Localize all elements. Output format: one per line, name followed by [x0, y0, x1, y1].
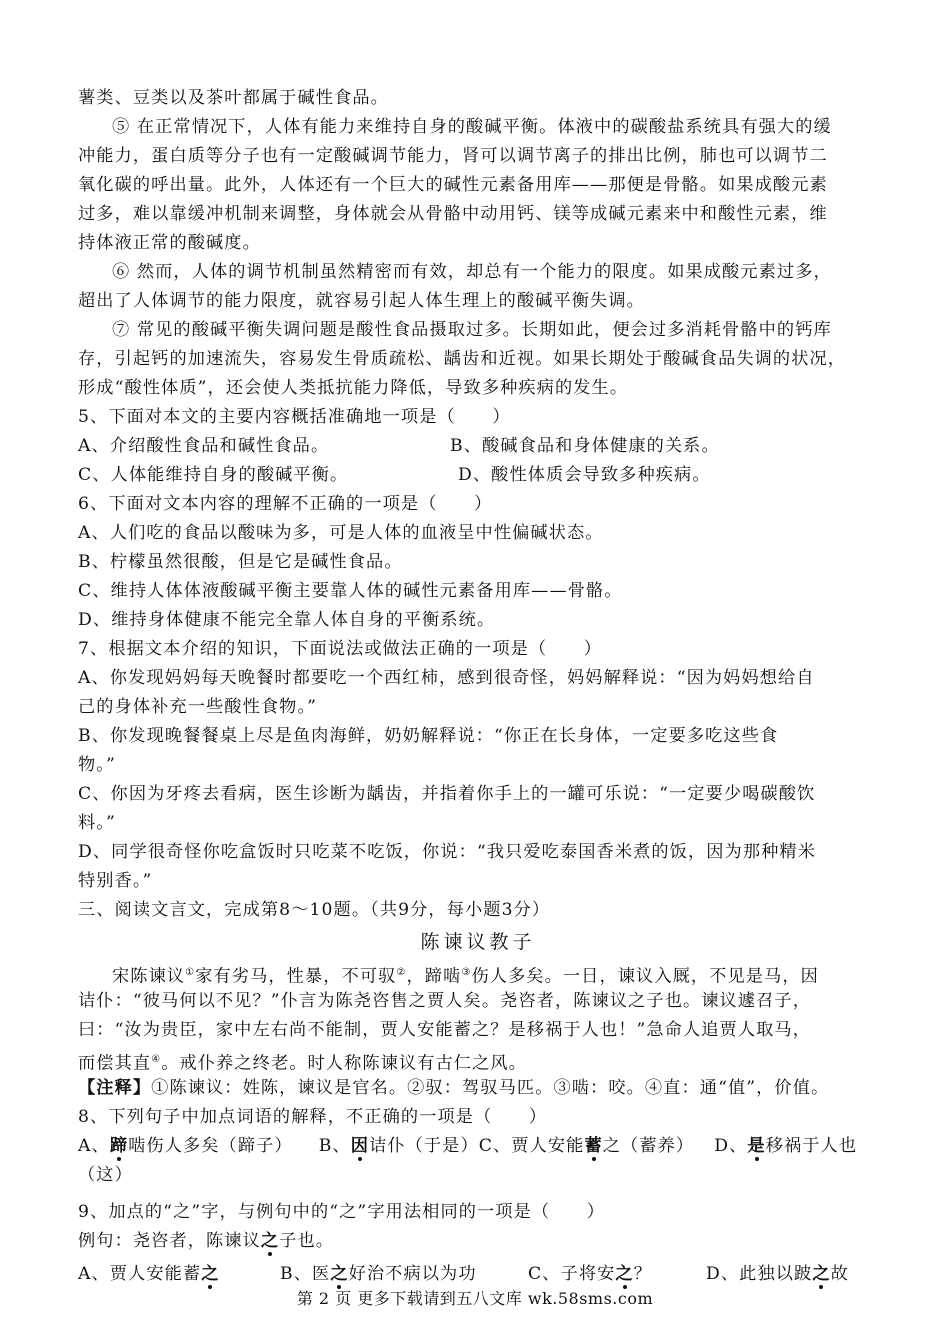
question-5-options-row	[78, 432, 878, 461]
option-text: 故	[830, 1264, 849, 1284]
option-label: A、	[78, 1136, 110, 1156]
option-a: A、介绍酸性食品和碱性食品。	[78, 436, 330, 456]
option-label: B、	[318, 1136, 351, 1156]
passage-text: 。戒仆养之终老。时人称陈谏议有古仁之风。	[161, 1053, 527, 1074]
option-b	[280, 1260, 528, 1289]
option-c-line: 料。”	[78, 813, 116, 833]
question-9-options-row	[78, 1260, 878, 1289]
option-a-line: A、你发现妈妈每天晚餐时都要吃一个西红柿，感到很奇怪，妈妈解释说：“因为妈妈想给自	[78, 668, 815, 688]
question-9-example	[78, 1227, 878, 1256]
option-d: D、酸性体质会导致多种疾病。	[458, 465, 711, 485]
section-heading: 三、阅读文言文，完成第8～10题。（共9分，每小题3分）	[78, 900, 551, 920]
paragraph-5-line: 冲能力，蛋白质等分子也有一定酸碱调节能力，肾可以调节离子的排出比例，肺也可以调节二	[78, 146, 828, 166]
option-d: D、维持身体健康不能完全靠人体自身的平衡系统。	[78, 610, 496, 630]
paragraph-6-line: 超出了人体调节的能力限度，就容易引起人体生理上的酸碱平衡失调。	[78, 291, 645, 311]
example-text: 例句：尧咨者，陈谏议	[78, 1231, 261, 1251]
question-5-options-row	[78, 461, 878, 490]
option-c: C、人体能维持自身的酸碱平衡。	[78, 465, 349, 485]
page-footer: 第 2 页 更多下载请到五八文库 wk.58sms.com	[296, 1289, 654, 1308]
document-page	[78, 84, 878, 1289]
passage-text: ，蹄啮	[406, 966, 462, 987]
question-8-options-row	[78, 1132, 878, 1161]
option-a	[78, 1136, 293, 1156]
footnote-marker: ④	[151, 1054, 162, 1065]
footnote-marker: ②	[396, 967, 407, 978]
question-7-stem: 7、根据文本介绍的知识，下面说法或做法正确的一项是（ ）	[78, 639, 603, 659]
paragraph-7-line: 形成“酸性体质”，还会使人类抵抗能力降低，导致多种疾病的发生。	[78, 378, 629, 398]
option-d-continuation: （这）	[78, 1165, 133, 1185]
dotted-char: 因	[350, 1136, 370, 1156]
question-6-stem: 6、下面对文本内容的理解不正确的一项是（ ）	[78, 494, 493, 514]
annotation-text: ①陈谏议：姓陈，谏议是官名。②驭：驾驭马匹。③啮：咬。④直：通“值”，价值。	[151, 1078, 830, 1098]
option-text: C、子将安	[528, 1264, 616, 1284]
option-d	[714, 1136, 857, 1156]
option-text: 好治不病以为功	[348, 1264, 477, 1284]
passage-title: 陈谏议教子	[420, 931, 536, 953]
option-c: C、维持人体体液酸碱平衡主要靠人体的碱性元素备用库——骨骼。	[78, 581, 623, 601]
dotted-char: 之	[615, 1264, 634, 1284]
question-8-stem: 8、下列句子中加点词语的解释，不正确的一项是（ ）	[78, 1107, 548, 1127]
option-label: C、贾人安能	[478, 1136, 585, 1156]
passage-text: 宋陈谏议	[112, 966, 186, 987]
option-b: B、酸碱食品和身体健康的关系。	[450, 436, 720, 456]
footnote-marker: ①	[185, 967, 196, 978]
option-label: D、	[714, 1136, 748, 1156]
dotted-char: 之	[330, 1264, 349, 1284]
option-a-line: 己的身体补充一些酸性食物。”	[78, 697, 318, 717]
example-text: 子也。	[279, 1231, 335, 1251]
question-5-stem: 5、下面对本文的主要内容概括准确地一项是（ ）	[78, 407, 511, 427]
option-text: B、医	[280, 1264, 331, 1284]
option-d-line: 特别香。”	[78, 871, 153, 891]
option-b: B、柠檬虽然很酸，但是它是碱性食品。	[78, 552, 403, 572]
passage-line: 曰：“汝为贵臣，家中左右尚不能制，贾人安能蓄之？是移祸于人也！”急命人追贾人取马，	[78, 1020, 811, 1040]
text-line: 薯类、豆类以及茶叶都属于碱性食品。	[78, 88, 389, 108]
dotted-char: 之	[260, 1231, 280, 1251]
option-b	[319, 1136, 479, 1156]
paragraph-6-line: ⑥ 然而，人体的调节机制虽然精密而有效，却总有一个能力的限度。如果成酸元素过多，	[112, 262, 832, 282]
option-text: ？	[633, 1264, 652, 1284]
passage-line	[78, 1045, 878, 1074]
paragraph-5-line: ⑤ 在正常情况下，人体有能力来维持自身的酸碱平衡。体液中的碳酸盐系统具有强大的缓	[112, 117, 832, 137]
dotted-char: 蹄	[109, 1136, 129, 1156]
option-c	[528, 1260, 706, 1289]
passage-line: 诘仆：“彼马何以不见？”仆言为陈尧咨售之贾人矣。尧咨者，陈谏议之子也。谏议遽召子，	[78, 991, 811, 1011]
passage-text: 家有劣马，性暴，不可驭	[195, 966, 397, 987]
option-c-line: C、你因为牙疼去看病，医生诊断为龋齿，并指着你手上的一罐可乐说：“一定要少喝碳酸饮	[78, 784, 816, 804]
option-text: 啮伤人多矣（蹄子）	[128, 1136, 293, 1156]
dotted-char: 蓄	[584, 1136, 603, 1156]
option-text: A、贾人安能蓄	[78, 1264, 202, 1284]
annotation-line	[78, 1074, 878, 1103]
option-a	[78, 1260, 280, 1289]
paragraph-5-line: 氧化碳的呼出量。此外，人体还有一个巨大的碱性元素备用库——那便是骨骼。如果成酸元素	[78, 175, 828, 195]
passage-text: 而偿其直	[78, 1053, 152, 1074]
option-text: 移祸于人也	[765, 1136, 858, 1156]
option-d-line: D、同学很奇怪你吃盒饭时只吃菜不吃饭，你说：“我只爱吃泰国香米煮的饭，因为那种精米	[78, 842, 816, 862]
paragraph-7-line: 存，引起钙的加速流失，容易发生骨质疏松、龋齿和近视。如果长期处于酸碱食品失调的状况，	[78, 349, 847, 369]
option-text: 之（蓄养）	[602, 1136, 695, 1156]
option-b-line: 物。”	[78, 755, 116, 775]
option-c	[479, 1136, 694, 1156]
option-d	[706, 1264, 849, 1284]
dotted-char: 是	[747, 1136, 766, 1156]
option-a: A、人们吃的食品以酸味为多，可是人体的血液呈中性偏碱状态。	[78, 523, 604, 543]
option-text: D、此独以跛	[706, 1264, 813, 1284]
passage-line	[78, 958, 878, 987]
question-9-stem: 9、加点的“之”字，与例句中的“之”字用法相同的一项是（ ）	[78, 1202, 606, 1222]
paragraph-7-line: ⑦ 常见的酸碱平衡失调问题是酸性食品摄取过多。长期如此，便会过多消耗骨骼中的钙库	[112, 320, 832, 340]
option-b-line: B、你发现晚餐餐桌上尽是鱼肉海鲜，奶奶解释说：“你正在长身体，一定要多吃这些食	[78, 726, 779, 746]
option-text: 诘仆（于是）	[369, 1136, 479, 1156]
annotation-label: 【注释】	[78, 1078, 152, 1098]
dotted-char: 之	[201, 1264, 220, 1284]
passage-text: 伤人多矣。一日，谏议入厩，不见是马，因	[471, 966, 819, 987]
paragraph-5-line: 过多，难以靠缓冲机制来调整，身体就会从骨骼中动用钙、镁等成碱元素来中和酸性元素，维	[78, 204, 828, 224]
footnote-marker: ③	[461, 967, 472, 978]
dotted-char: 之	[812, 1264, 831, 1284]
paragraph-5-line: 持体液正常的酸碱度。	[78, 233, 261, 253]
